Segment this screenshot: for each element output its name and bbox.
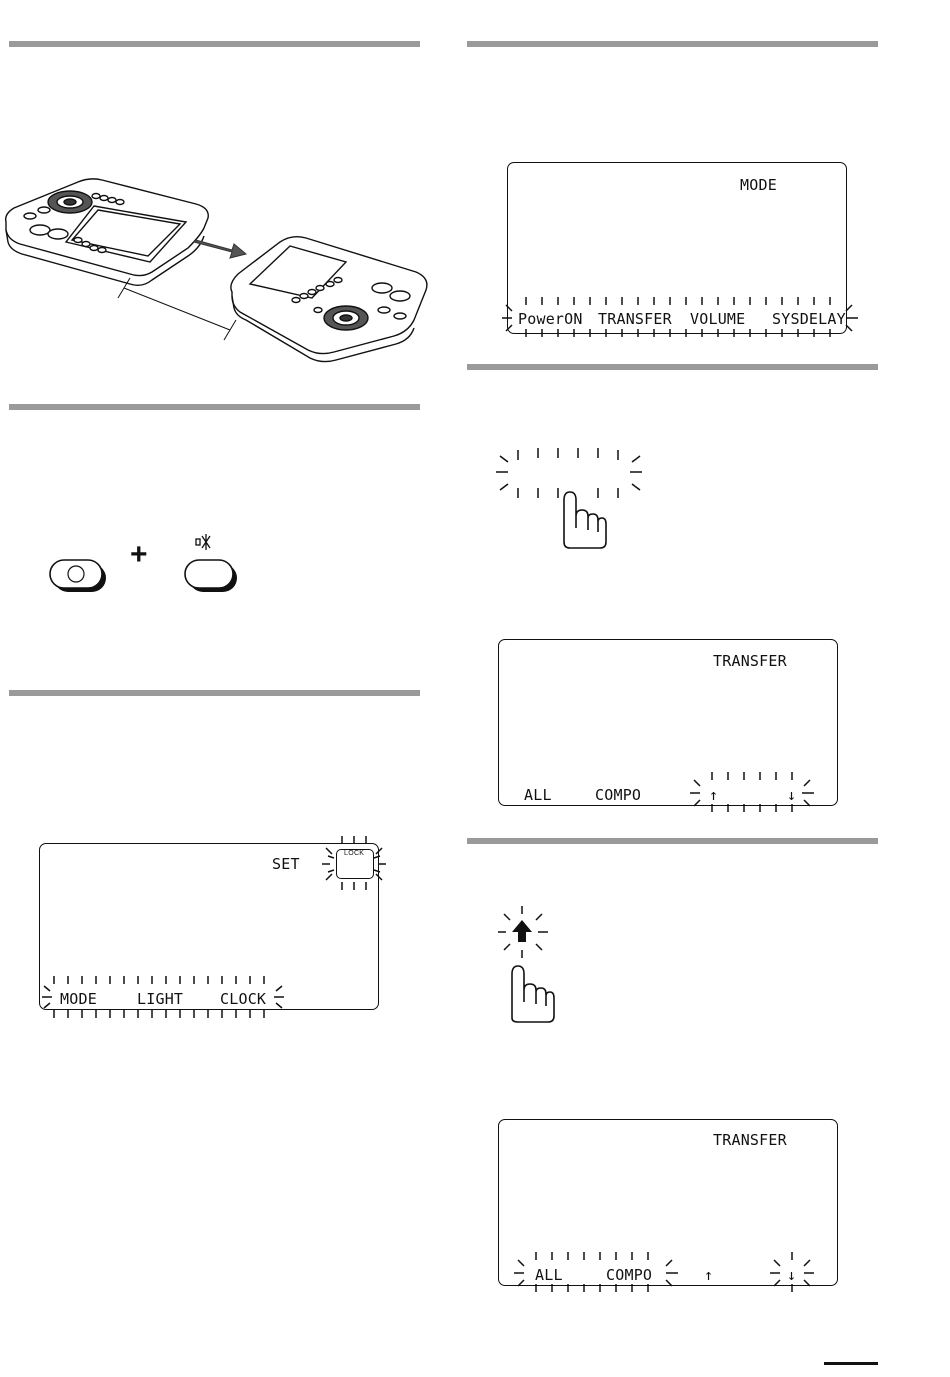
blink-marks (688, 768, 818, 818)
lcd-title: TRANSFER (713, 652, 787, 670)
distance-indicator (118, 278, 236, 340)
remote-control-icon (6, 179, 209, 285)
lock-label: LOCK (344, 850, 365, 857)
softkey-compo[interactable]: COMPO (595, 786, 642, 804)
lcd-title: SET (272, 855, 300, 873)
softkey-compo[interactable]: COMPO (606, 1266, 653, 1284)
plus-sign: + (130, 538, 148, 571)
softkey-all[interactable]: ALL (524, 786, 552, 804)
softkey-up-arrow[interactable]: ↑ (709, 786, 719, 804)
softkey-clock[interactable]: CLOCK (220, 990, 267, 1008)
button-combination (40, 530, 260, 600)
commander-off-button-icon (50, 560, 106, 592)
softkey-volume[interactable]: VOLUME (690, 310, 746, 328)
page-footer-bar (824, 1362, 878, 1365)
blink-marks (768, 1248, 818, 1298)
lcd-title: TRANSFER (713, 1131, 787, 1149)
blink-marks (320, 836, 390, 892)
arrow-right-icon (194, 240, 246, 258)
section-divider (9, 690, 420, 696)
blink-marks (512, 1248, 687, 1298)
softkey-down-arrow[interactable]: ↓ (787, 786, 797, 804)
blink-marks (500, 293, 862, 343)
muting-icon (196, 534, 210, 550)
up-arrow-icon (512, 920, 532, 942)
section-divider (467, 41, 878, 47)
softkey-transfer[interactable]: TRANSFER (598, 310, 672, 328)
pointing-hand-icon (512, 966, 554, 1022)
softkey-down-arrow[interactable]: ↓ (787, 1266, 797, 1284)
finger-press-illustration (492, 904, 572, 1030)
section-divider (467, 838, 878, 844)
softkey-light[interactable]: LIGHT (137, 990, 184, 1008)
finger-press-illustration (494, 442, 646, 552)
section-divider (9, 41, 420, 47)
remote-transfer-illustration (0, 170, 440, 370)
section-divider (9, 404, 420, 410)
softkey-all[interactable]: ALL (535, 1266, 563, 1284)
lcd-title: MODE (740, 176, 777, 194)
remote-control-icon (231, 237, 427, 362)
softkey-poweron[interactable]: PowerON (518, 310, 583, 328)
softkey-mode[interactable]: MODE (60, 990, 97, 1008)
section-divider (467, 364, 878, 370)
pointing-hand-icon (564, 492, 606, 548)
softkey-up-arrow[interactable]: ↑ (704, 1266, 714, 1284)
muting-button-icon (185, 534, 237, 592)
softkey-sysdelay[interactable]: SYSDELAY (772, 310, 846, 328)
blink-marks (40, 972, 290, 1022)
